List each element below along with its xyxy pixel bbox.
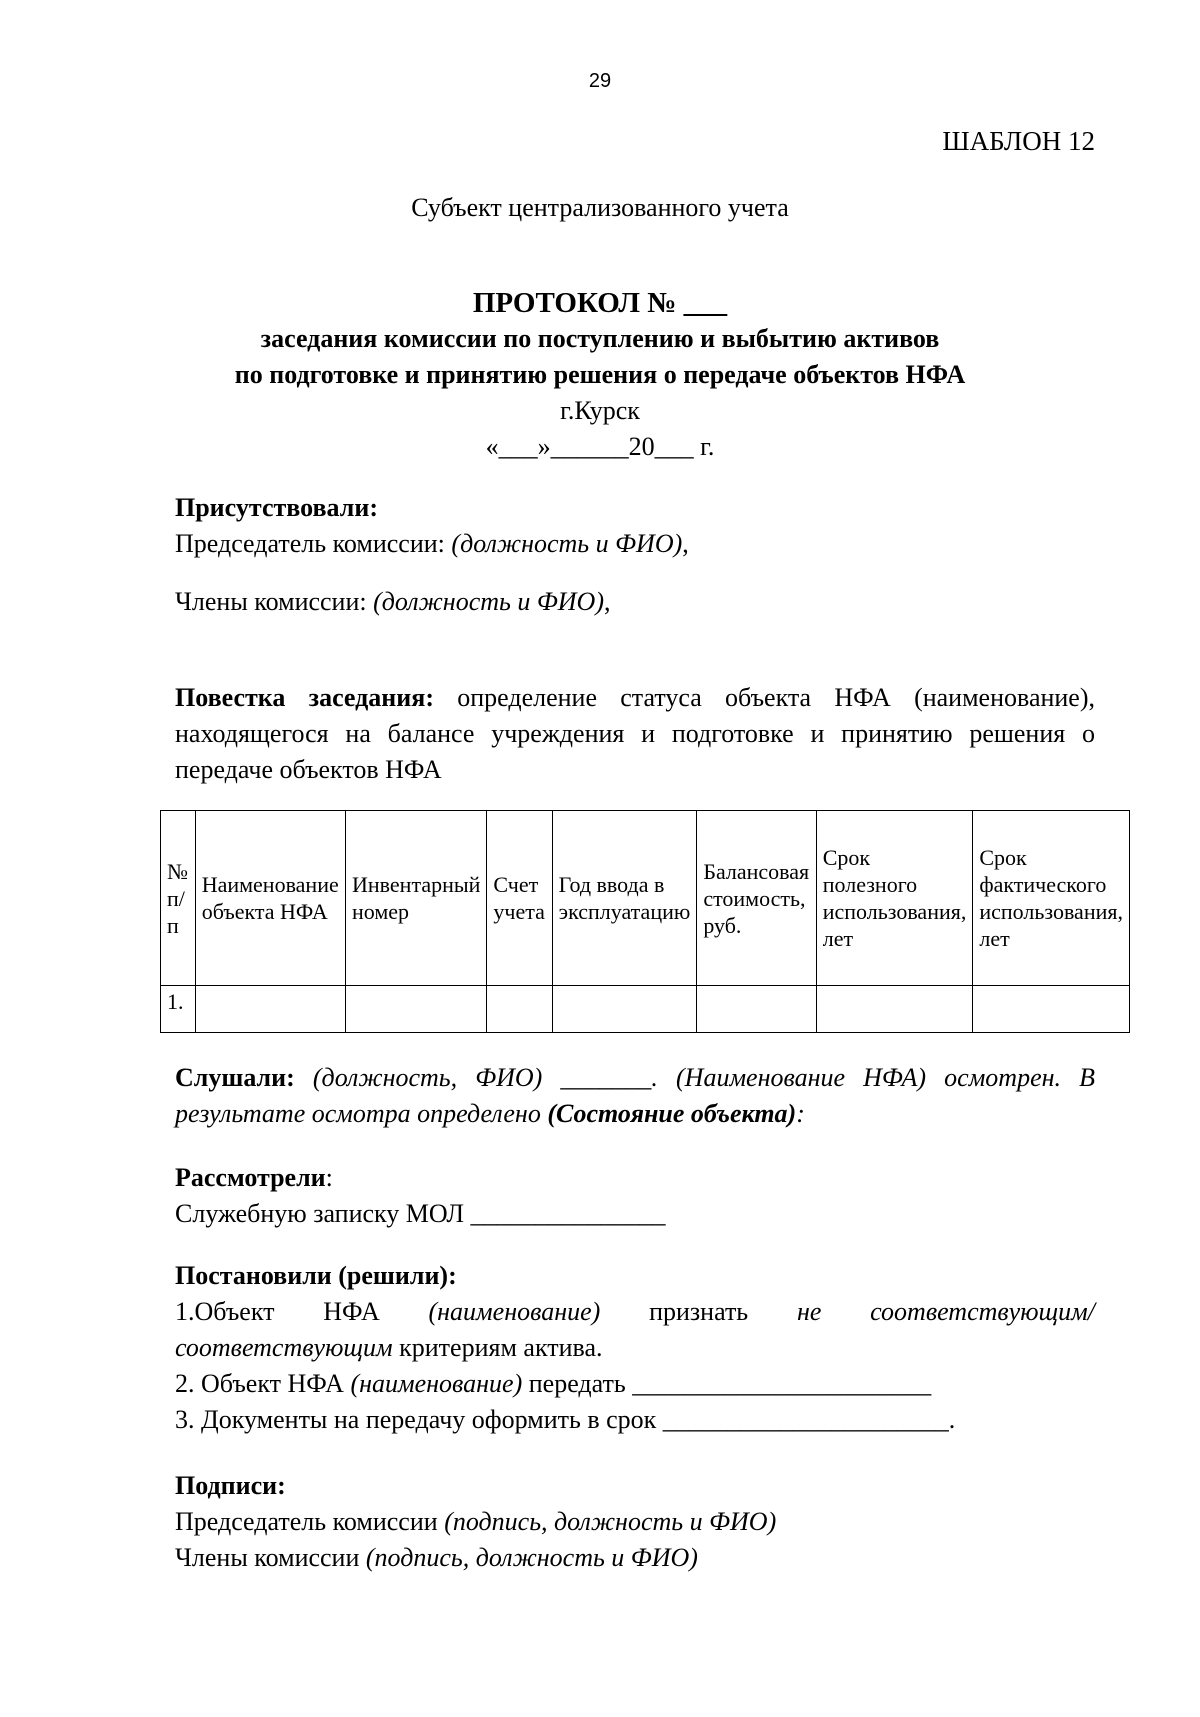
col-header-account: Счет учета <box>487 811 552 986</box>
table-cell <box>487 986 552 1033</box>
col-header-useful-life: Срок полезного использования, лет <box>816 811 973 986</box>
decision-2-name: (наименование) <box>350 1369 523 1398</box>
col-header-inventory: Инвентарный номер <box>345 811 486 986</box>
table-cell <box>697 986 816 1033</box>
table-cell <box>552 986 697 1033</box>
decided-section <box>175 1258 1095 1438</box>
heard-text: (должность, ФИО) _______. (Наименование НФА) осмотрен. В результате осмотра определено <box>175 1063 1095 1128</box>
table-header-row <box>161 811 1130 986</box>
members-value: (должность и ФИО) <box>373 587 604 616</box>
assets-table <box>160 810 1130 1033</box>
heard-end: : <box>796 1099 805 1128</box>
protocol-subtitle-1: заседания комиссии по поступлению и выбытию активов <box>260 324 940 353</box>
decision-2-part: 2. Объект НФА <box>175 1369 351 1398</box>
heard-object-state: (Состояние объекта) <box>547 1099 797 1128</box>
col-header-year: Год ввода в эксплуатацию <box>552 811 697 986</box>
template-label: ШАБЛОН 12 <box>942 126 1095 156</box>
table-cell <box>195 986 345 1033</box>
members-end: , <box>603 587 611 616</box>
table-cell <box>345 986 486 1033</box>
considered-text: Служебную записку МОЛ _______________ <box>175 1199 666 1228</box>
decision-1-name: (наименование) <box>428 1297 601 1326</box>
subject-line: Субъект централизованного учета <box>411 193 789 222</box>
decision-1-part: 1.Объект НФА <box>175 1297 429 1326</box>
protocol-title: ПРОТОКОЛ № ___ <box>472 287 728 319</box>
col-header-actual-use: Срок фактического использования, лет <box>973 811 1130 986</box>
page-number: 29 <box>588 70 612 92</box>
chair-signature-line <box>175 1504 1095 1540</box>
table-cell: 1. <box>161 986 196 1033</box>
agenda-section <box>175 680 1095 788</box>
agenda-heading: Повестка заседания: <box>175 683 434 712</box>
chair-line <box>175 526 1095 562</box>
signatures-section <box>175 1468 1095 1576</box>
city: г.Курск <box>560 396 640 425</box>
chair-signature-value: (подпись, должность и ФИО) <box>444 1507 777 1536</box>
protocol-subtitle-2: по подготовке и принятию решения о передаче объектов НФА <box>234 360 966 389</box>
members-signature-line <box>175 1540 1095 1576</box>
considered-section <box>175 1160 1095 1232</box>
chair-end: , <box>682 529 689 558</box>
decision-item-3: 3. Документы на передачу оформить в срок ______________________. <box>175 1405 956 1434</box>
table-cell <box>973 986 1130 1033</box>
decision-1-part: признать <box>600 1297 797 1326</box>
members-line <box>175 584 1095 620</box>
chair-value: (должность и ФИО) <box>451 529 683 558</box>
date-line: «___»______20___ г. <box>485 432 715 461</box>
chair-signature-label: Председатель комиссии <box>175 1507 445 1536</box>
chair-label: Председатель комиссии: <box>175 529 452 558</box>
signatures-heading: Подписи: <box>175 1471 286 1500</box>
attendees-section <box>175 490 1095 620</box>
table-row <box>161 986 1130 1033</box>
considered-colon: : <box>325 1163 333 1192</box>
decision-1-options: не соответствующим/ соответствующим <box>175 1297 1095 1362</box>
table-cell <box>816 986 973 1033</box>
members-signature-label: Члены комиссии <box>175 1543 366 1572</box>
heard-heading: Слушали: <box>175 1063 295 1092</box>
members-signature-value: (подпись, должность и ФИО) <box>365 1543 698 1572</box>
decided-heading: Постановили (решили): <box>175 1261 457 1290</box>
col-header-number: № п/п <box>161 811 196 986</box>
decision-1-part: критериям актива. <box>392 1333 603 1362</box>
decision-item-2 <box>175 1366 1095 1402</box>
agenda-text: определение статуса объекта НФА (наименование), находящегося на балансе учреждения и подготовке и принятию решения о передаче объектов НФА <box>175 683 1096 784</box>
decision-item-1 <box>175 1294 1095 1366</box>
col-header-name: Наименование объекта НФА <box>195 811 345 986</box>
attendees-heading: Присутствовали: <box>175 493 378 522</box>
decision-2-part: передать _______________________ <box>522 1369 932 1398</box>
members-label: Члены комиссии: <box>175 587 374 616</box>
considered-heading: Рассмотрели <box>175 1163 326 1192</box>
title-block <box>0 285 1200 465</box>
heard-section <box>175 1060 1095 1132</box>
col-header-value: Балансовая стоимость, руб. <box>697 811 816 986</box>
